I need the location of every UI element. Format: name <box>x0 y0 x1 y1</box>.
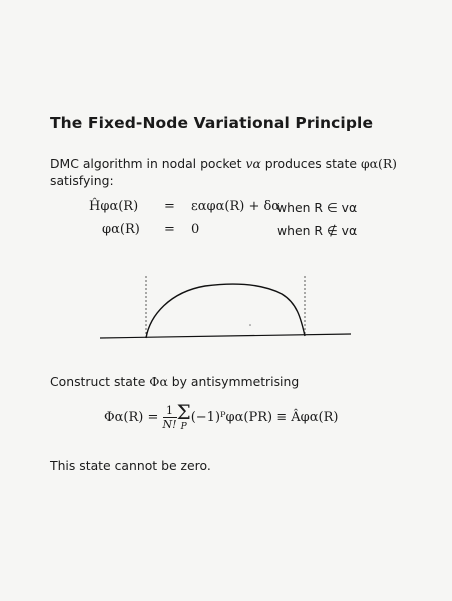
antisymmetrisation-equation <box>104 402 338 433</box>
eq2-rhs: 0 <box>191 222 200 237</box>
construct-text: Construct state <box>50 374 150 389</box>
eq2-equals: = <box>164 222 175 237</box>
eq1-equals: = <box>164 199 175 214</box>
summation <box>177 402 191 433</box>
frac-numerator: 1 <box>163 404 177 418</box>
frac-denominator: N! <box>162 418 177 431</box>
eq1-rhs: εαφα(R) + δα <box>191 199 281 214</box>
slide-title: The Fixed-Node Variational Principle <box>50 114 374 132</box>
sum-subscript: P <box>180 422 187 432</box>
anti-rhs: (−1)ᴾφα(PR) ≡ Âφα(R) <box>190 410 339 425</box>
axis-line <box>100 334 351 338</box>
intro-var: vα <box>245 156 261 171</box>
sum-symbol: Σ <box>176 400 191 424</box>
eq2-condition: when R ∉ vα <box>277 223 358 238</box>
eq2-lhs: φα(R) <box>102 222 140 237</box>
eq1-lhs: Ĥφα(R) <box>89 199 139 214</box>
construct-tail: by antisymmetrising <box>167 374 300 389</box>
construct-var: Φα <box>149 374 168 389</box>
wavefunction-curve <box>146 284 305 338</box>
dust-dot <box>249 324 251 326</box>
conclusion-text: This state cannot be zero. <box>50 458 211 473</box>
eq1-condition: when R ∈ vα <box>277 200 358 215</box>
anti-lhs: Φα(R) = <box>104 410 163 425</box>
intro-state: φα(R) <box>360 156 397 171</box>
intro-mid: produces state <box>260 156 361 171</box>
intro-line2: satisfying: <box>50 173 114 188</box>
intro-text: DMC algorithm in nodal pocket <box>50 156 246 171</box>
construct-line <box>50 373 299 390</box>
fraction <box>163 404 177 431</box>
